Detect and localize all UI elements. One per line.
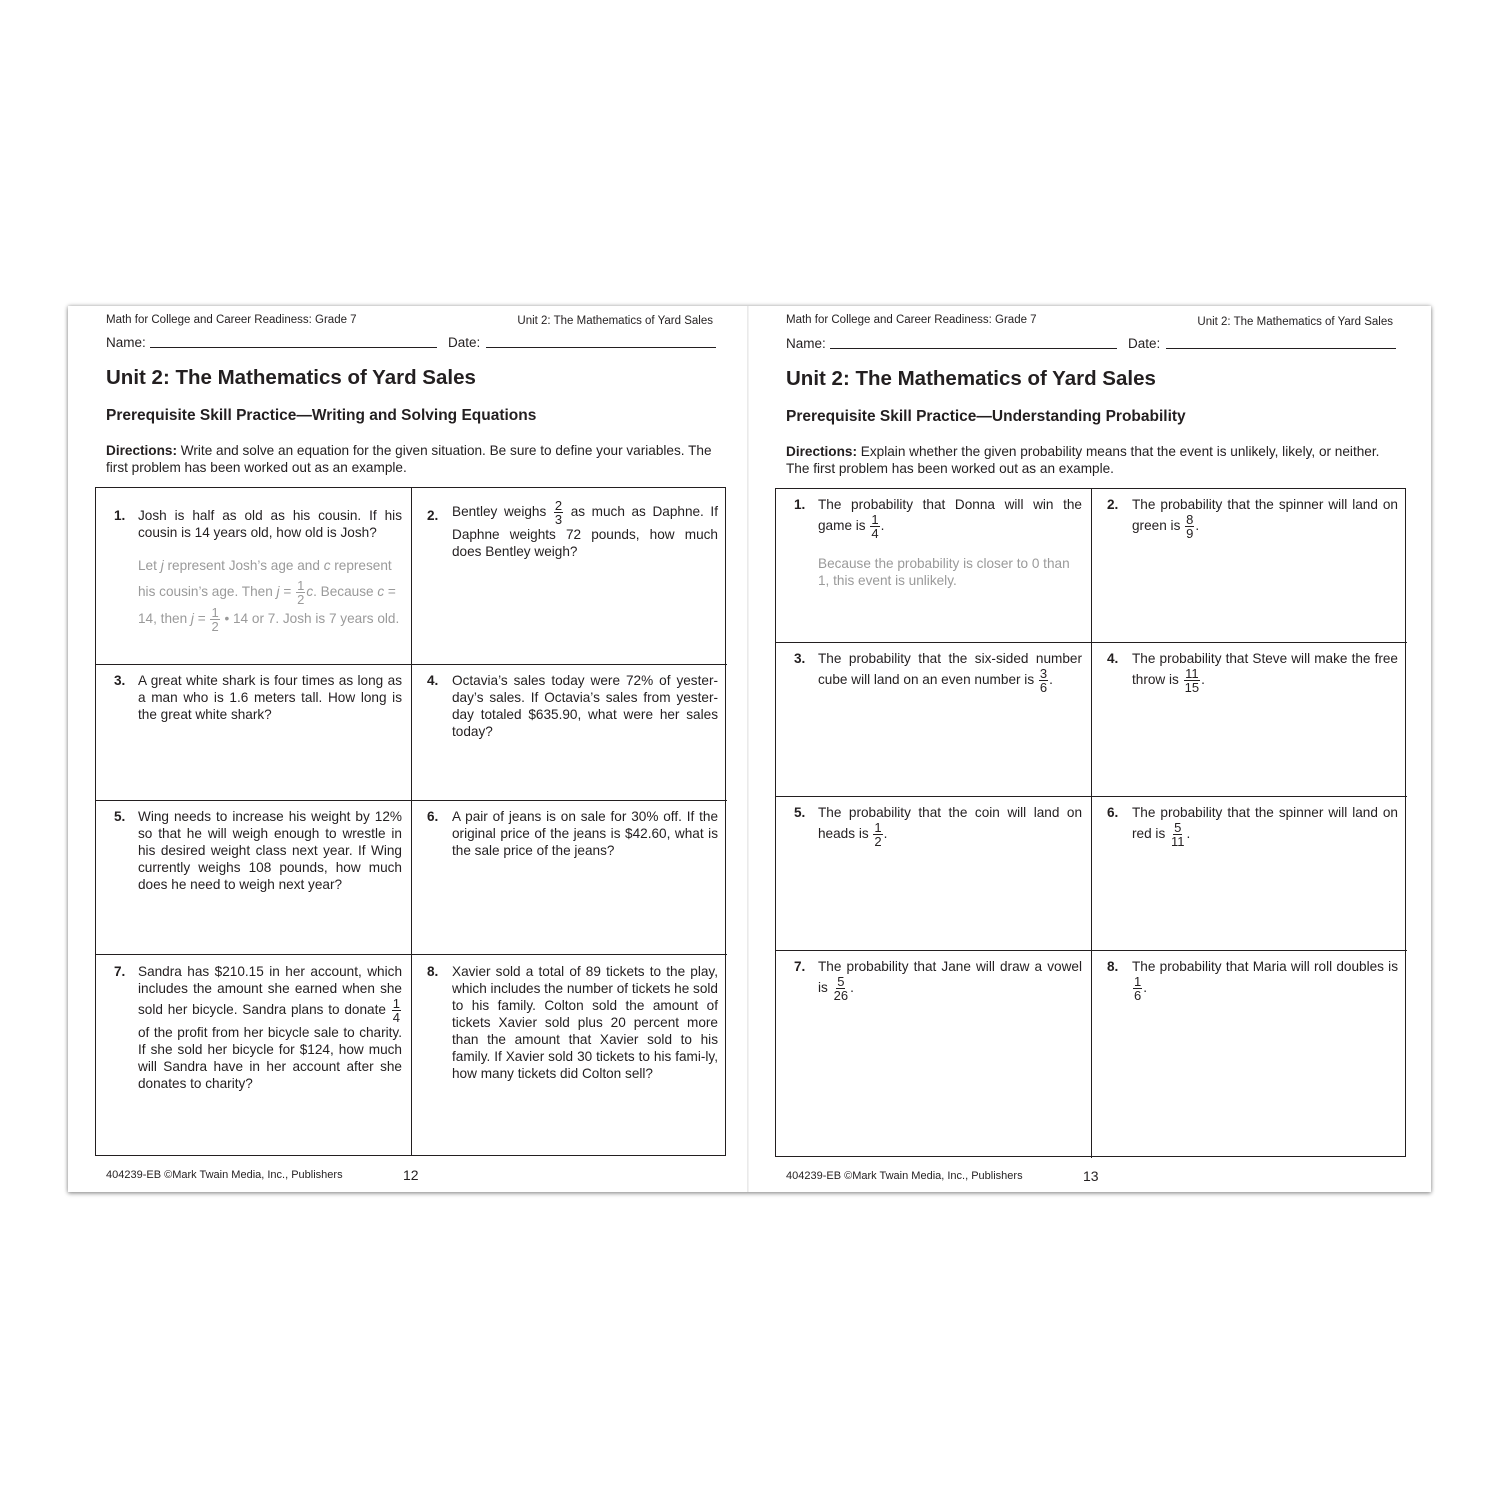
fraction-numerator: 1 <box>392 996 400 1011</box>
problem-3 <box>96 665 412 801</box>
right-page <box>748 306 1428 1192</box>
fraction-denominator: 11 <box>1171 834 1185 849</box>
fraction-denominator: 3 <box>554 512 563 527</box>
problem-text-part: . <box>1201 672 1205 688</box>
problem-text <box>1132 804 1398 848</box>
book-spread <box>68 306 1431 1192</box>
problem-text <box>1132 958 1398 1002</box>
problem-text: Octavia’s sales today were 72% of yester-day’s sales. If Octavia’s sales from yester-day totaled $635.90, what were her sales today? <box>452 673 718 739</box>
page-subtitle: Prerequisite Skill Practice—Understanding Probability <box>786 408 1186 425</box>
fraction <box>1185 513 1194 540</box>
problem-text-part: . <box>1195 518 1200 534</box>
problem-text-part: The probability that the coin will land on heads is <box>818 805 1082 842</box>
fraction-numerator: 1 <box>1134 974 1142 989</box>
problem-text-part: . <box>1143 980 1148 996</box>
problem-text-part: The probability that the spinner will land on green is <box>1132 497 1398 534</box>
problem-number: 1. <box>114 508 126 523</box>
problem-1 <box>96 488 412 665</box>
problem-text-part: The probability that the six-sided number cube will land on an even number is <box>818 651 1082 688</box>
page-footer: 404239-EB ©Mark Twain Media, Inc., Publishers <box>106 1169 343 1181</box>
problem-text <box>818 496 1082 540</box>
problem-text-part: Bentley weighs <box>452 504 553 520</box>
problem-text-part: The probability that Maria will roll doubles is <box>1132 959 1398 974</box>
fraction-numerator: 5 <box>1174 820 1182 835</box>
directions-label: Directions: <box>786 444 858 459</box>
directions <box>786 443 1398 477</box>
example-text: represent his cousin’s age. Then <box>138 558 392 600</box>
fraction-denominator: 9 <box>1186 526 1194 541</box>
problem-text <box>818 804 1082 848</box>
date-label: Date: <box>1128 336 1161 351</box>
example-text: • 14 or 7. Josh is 7 years old. <box>220 611 400 627</box>
fraction-denominator: 15 <box>1184 680 1200 695</box>
fraction-numerator: 3 <box>1039 666 1048 681</box>
fraction-numerator: 5 <box>837 974 845 989</box>
variable-j: j <box>276 584 280 600</box>
name-label: Name: <box>106 335 146 350</box>
problem-text: A pair of jeans is on sale for 30% off. If the original price of the jeans is $42.60, what is the sale price of the jeans? <box>452 809 718 858</box>
fraction <box>554 499 563 526</box>
fraction-numerator: 1 <box>874 820 882 835</box>
problem-5 <box>96 801 412 955</box>
problem-text-part: . <box>1049 672 1053 688</box>
problem-text: Josh is half as old as his cousin. If his cousin is 14 years old, how old is Josh? <box>138 508 402 540</box>
problem-2 <box>412 488 727 665</box>
problem-6 <box>412 801 727 955</box>
example-text: . Because <box>313 584 378 600</box>
page-title: Unit 2: The Mathematics of Yard Sales <box>786 367 1156 390</box>
problem-number: 5. <box>794 805 806 820</box>
directions-label: Directions: <box>106 443 178 458</box>
name-line <box>830 348 1117 349</box>
problem-text-part: . <box>1186 826 1191 842</box>
left-page <box>68 306 748 1192</box>
running-header-left: Math for College and Career Readiness: Grade 7 <box>106 314 357 326</box>
fraction <box>870 513 879 540</box>
fraction-numerator: 1 <box>211 605 219 620</box>
problem-number: 8. <box>1107 959 1119 974</box>
problem-number: 2. <box>1107 497 1119 512</box>
fraction-denominator: 26 <box>833 988 849 1003</box>
fraction-numerator: 2 <box>554 498 563 513</box>
problem-1 <box>776 489 1092 643</box>
fraction <box>1133 975 1142 1002</box>
worked-example <box>138 553 402 633</box>
variable-c: c <box>306 584 314 600</box>
example-text: = 14, then <box>138 584 396 627</box>
page-title: Unit 2: The Mathematics of Yard Sales <box>106 366 476 389</box>
problem-number: 3. <box>794 651 806 666</box>
page-number: 12 <box>403 1167 419 1183</box>
worked-example: Because the probability is closer to 0 than 1, this event is unlikely. <box>818 556 1070 588</box>
running-header-right: Unit 2: The Mathematics of Yard Sales <box>517 315 713 327</box>
directions-text: Write and solve an equation for the given situation. Be sure to define your variables. The first problem has been worked out as an example. <box>106 443 712 475</box>
example-text: = <box>193 611 210 627</box>
problem-text <box>138 963 402 1092</box>
fraction <box>873 821 882 848</box>
problem-text <box>1132 650 1398 694</box>
problem-number: 7. <box>114 964 126 979</box>
problem-number: 5. <box>114 809 126 824</box>
problem-text-part: The probability that Jane will draw a vowel is <box>818 959 1082 996</box>
directions <box>106 442 718 476</box>
date-label: Date: <box>448 335 481 350</box>
problem-text-part: . <box>850 980 854 996</box>
problem-text-part: The probability that the spinner will land on red is <box>1132 805 1398 842</box>
variable-j: j <box>190 611 194 627</box>
fraction <box>833 975 849 1002</box>
variable-c: c <box>377 584 385 600</box>
fraction-denominator: 2 <box>297 592 305 607</box>
variable-c: c <box>323 558 331 573</box>
fraction-numerator: 1 <box>297 578 305 593</box>
fraction-denominator: 4 <box>392 1010 400 1025</box>
fraction-numerator: 11 <box>1185 666 1199 681</box>
problem-number: 6. <box>427 809 439 824</box>
fraction <box>296 579 305 606</box>
problem-text <box>818 958 1082 1002</box>
problem-8 <box>1092 951 1407 1158</box>
fraction-denominator: 4 <box>871 526 879 541</box>
problem-text-part: The probability that Donna will win the game is <box>818 497 1082 534</box>
problem-number: 8. <box>427 964 439 979</box>
date-line <box>1166 348 1396 349</box>
problem-7 <box>96 955 412 1155</box>
example-text: represent Josh’s age and <box>163 558 324 573</box>
name-label: Name: <box>786 336 826 351</box>
problem-text: A great white shark is four times as long as a man who is 1.6 meters tall. How long is the great white shark? <box>138 673 402 722</box>
problem-number: 1. <box>794 497 806 512</box>
problem-6 <box>1092 797 1407 951</box>
page-subtitle: Prerequisite Skill Practice—Writing and Solving Equations <box>106 407 537 424</box>
problem-text <box>452 499 718 560</box>
name-line <box>150 347 437 348</box>
problem-text-part: Sandra has $210.15 in her account, which includes the amount she earned when she sold her bicycle. Sandra plans to donate <box>138 964 402 1018</box>
fraction <box>1184 667 1200 694</box>
problem-8 <box>412 955 727 1155</box>
problem-text <box>818 650 1082 694</box>
fraction-denominator: 6 <box>1039 680 1048 695</box>
problem-text: Xavier sold a total of 89 tickets to the play, which includes the number of tickets he sold to his family. Colton sold the amount of tickets Xavier sold plus 20 percent more than the amount that Xavier sold to his family. If Xavier sold 30 tickets to his fami-ly, how many tickets did Colton sell? <box>452 964 718 1081</box>
problem-text: Wing needs to increase his weight by 12% so that he will weigh enough to wrestle in his desired weight class next year. If Wing currently weighs 108 pounds, how much does he need to weigh next year? <box>138 809 402 892</box>
fraction-denominator: 6 <box>1134 988 1142 1003</box>
fraction <box>392 997 401 1024</box>
fraction-numerator: 1 <box>871 512 879 527</box>
problem-5 <box>776 797 1092 951</box>
example-text: = <box>279 584 296 600</box>
page-number: 13 <box>1083 1168 1099 1184</box>
directions-text: Explain whether the given probability means that the event is unlikely, likely, or neither. The first problem has been worked out as an example. <box>786 444 1380 476</box>
problem-grid <box>775 488 1406 1157</box>
problem-4 <box>1092 643 1407 797</box>
date-line <box>486 347 716 348</box>
problem-number: 2. <box>427 508 439 523</box>
problem-number: 7. <box>794 959 806 974</box>
problem-number: 4. <box>427 673 439 688</box>
problem-2 <box>1092 489 1407 643</box>
problem-7 <box>776 951 1092 1158</box>
example-text: Let <box>138 558 161 573</box>
problem-text-part: of the profit from her bicycle sale to charity. If she sold her bicycle for $124, how much will Sandra have in her account after she donates to charity? <box>138 1025 402 1091</box>
problem-3 <box>776 643 1092 797</box>
fraction <box>1170 821 1186 848</box>
problem-4 <box>412 665 727 801</box>
fraction-denominator: 2 <box>874 834 882 849</box>
running-header-right: Unit 2: The Mathematics of Yard Sales <box>1197 316 1393 328</box>
problem-number: 6. <box>1107 805 1119 820</box>
running-header-left: Math for College and Career Readiness: Grade 7 <box>786 314 1037 326</box>
fraction <box>1039 667 1048 694</box>
fraction-numerator: 8 <box>1186 512 1194 527</box>
problem-text-part: . <box>880 518 885 534</box>
problem-number: 3. <box>114 673 126 688</box>
problem-grid <box>95 487 726 1156</box>
fraction <box>210 606 219 633</box>
problem-text <box>1132 496 1398 540</box>
fraction-denominator: 2 <box>211 619 219 634</box>
variable-j: j <box>160 558 164 573</box>
problem-text-part: The probability that Steve will make the free throw is <box>1132 651 1398 688</box>
problem-text-part: as much as Daphne. If Daphne weights 72 pounds, how much does Bentley weigh? <box>452 504 718 559</box>
page-footer: 404239-EB ©Mark Twain Media, Inc., Publishers <box>786 1170 1023 1182</box>
problem-text-part: . <box>883 826 888 842</box>
problem-number: 4. <box>1107 651 1119 666</box>
